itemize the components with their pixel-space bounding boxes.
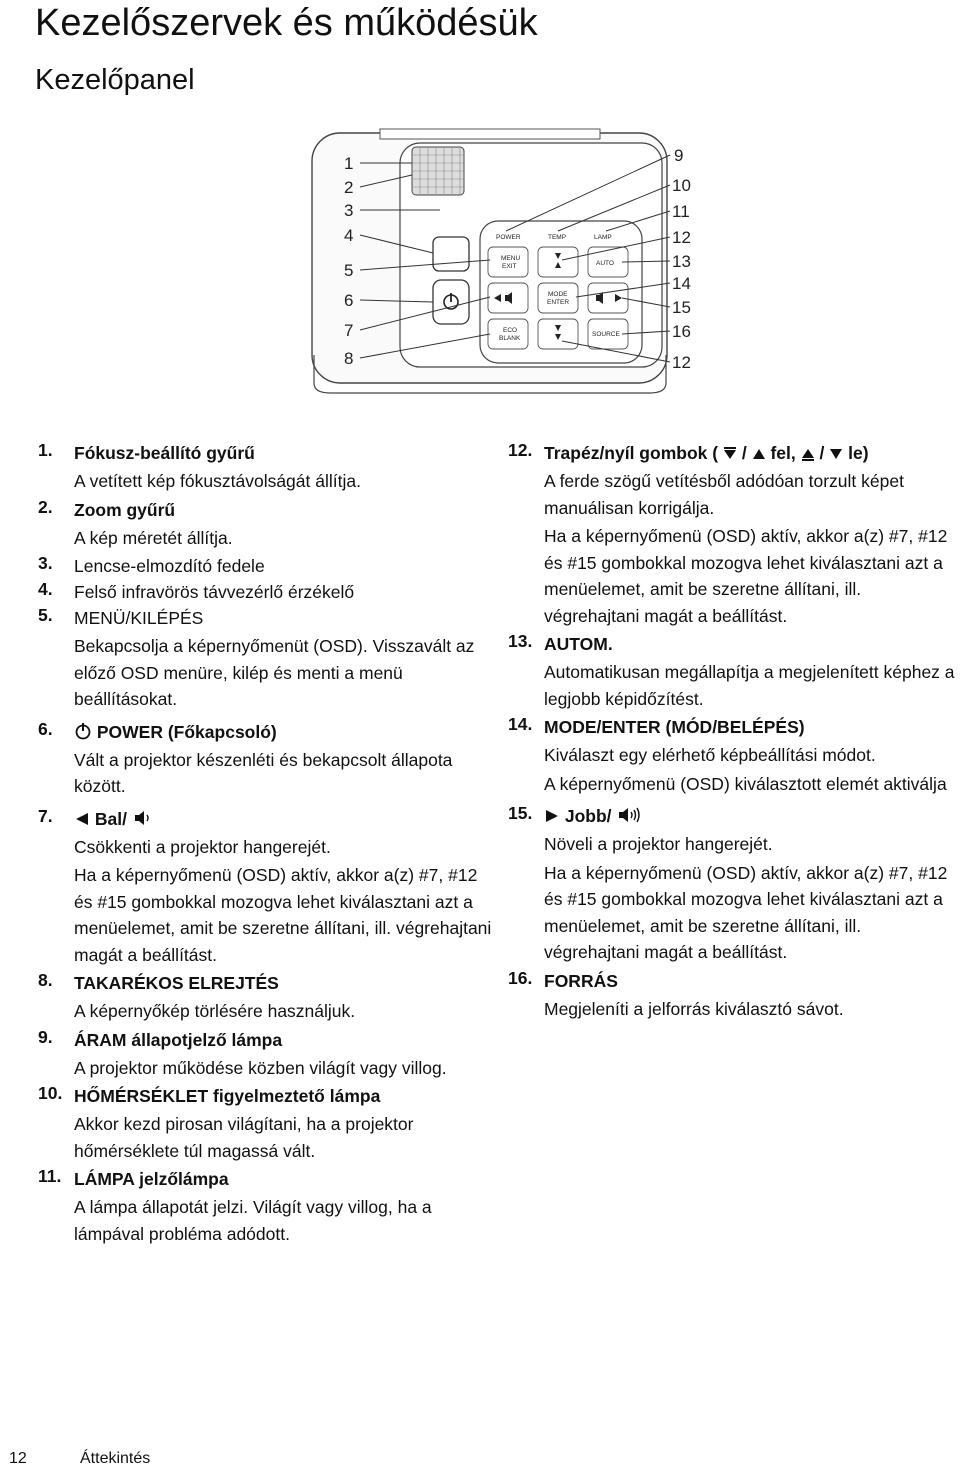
item-3: [38, 553, 493, 579]
item-desc: Ha a képernyőmenü (OSD) aktív, akkor a(z) #7, #12 és #15 gombokkal mozogva lehet kiválasztani azt a menüelemet, amit be szeretne állítani, ill. végrehajtani magát a beállítást.: [544, 862, 948, 962]
left-column: [38, 440, 493, 1249]
item-title: MODE/ENTER (MÓD/BELÉPÉS): [544, 717, 805, 737]
item-desc: Megjeleníti a jelforrás kiválasztó sávot.: [544, 998, 844, 1019]
btn-label-eco: ECO: [503, 327, 518, 334]
item-title: TAKARÉKOS ELREJTÉS: [74, 973, 279, 993]
item-12: [508, 440, 960, 629]
item-5: [38, 605, 493, 713]
callout-10: 10: [672, 176, 691, 195]
item-number: 15.: [508, 803, 533, 823]
item-number: 6.: [38, 718, 53, 739]
power-icon: [74, 722, 92, 740]
item-8: [38, 970, 493, 1025]
item-number: 16.: [508, 967, 533, 988]
item-title-part: Trapéz/nyíl gombok (: [544, 443, 719, 463]
item-desc: Akkor kezd pirosan világítani, ha a projektor hőmérséklete túl magassá vált.: [74, 1114, 414, 1161]
item-desc: Ha a képernyőmenü (OSD) aktív, akkor a(z) #7, #12 és #15 gombokkal mozogva lehet kiválasztani azt a menüelemet, amit be szeretne állítani, ill. végrehajtani magát a beállítást.: [74, 865, 492, 965]
item-number: 4.: [38, 579, 53, 599]
item-desc: A képernyőkép törlésére használjuk.: [74, 1001, 356, 1021]
callout-7: 7: [344, 321, 354, 340]
item-title: POWER (Főkapcsoló): [96, 721, 277, 742]
item-title: MENÜ/KILÉPÉS: [74, 608, 204, 628]
page-number: 12: [9, 1450, 27, 1467]
callout-13: 13: [672, 252, 691, 271]
callout-2: 2: [344, 178, 354, 197]
callout-16: 16: [672, 322, 691, 341]
item-desc: Ha a képernyőmenü (OSD) aktív, akkor a(z) #7, #12 és #15 gombokkal mozogva lehet kiválasztani azt a menüelemet, amit be szeretne állítani, ill. végrehajtani magát a beállítást.: [544, 526, 948, 626]
item-title: HŐMÉRSÉKLET figyelmeztető lámpa: [74, 1086, 381, 1106]
item-6: [38, 719, 493, 800]
btn-label-auto: AUTO: [596, 260, 614, 267]
item-title-part: fel,: [770, 443, 796, 463]
item-desc: A ferde szögű vetítésből adódóan torzult képet manuálisan korrigálja.: [544, 471, 904, 518]
item-desc: A projektor működése közben világít vagy villog.: [74, 1057, 447, 1078]
right-column: [508, 440, 960, 1024]
item-9: [38, 1027, 493, 1082]
item-number: 7.: [38, 805, 53, 826]
callout-12b: 12: [672, 353, 691, 372]
item-title-part: /: [741, 443, 747, 463]
btn-label-source: SOURCE: [592, 331, 620, 338]
volume-down-icon: [132, 809, 154, 827]
item-desc: Bekapcsolja a képernyőmenüt (OSD). Visszavált az előző OSD menüre, kilép és menti a menü beállításokat.: [74, 636, 475, 709]
item-title: FORRÁS: [544, 970, 618, 991]
callout-5: 5: [344, 261, 354, 280]
speaker-icon: [505, 295, 508, 301]
btn-label-menu: MENU: [501, 255, 521, 262]
item-title: Bal/: [94, 808, 127, 829]
item-number: 13.: [508, 631, 533, 651]
item-7: [38, 806, 493, 969]
item-2: [38, 497, 493, 552]
item-desc: Vált a projektor készenléti és bekapcsolt állapota között.: [74, 749, 453, 796]
item-4: [38, 579, 493, 605]
left-arrow-icon: [74, 811, 90, 827]
item-desc: A képernyőmenü (OSD) kiválasztott elemét aktiválja: [544, 773, 947, 794]
item-title: Jobb/: [564, 806, 612, 826]
callout-8: 8: [344, 349, 354, 368]
item-title-part: le): [848, 443, 869, 463]
item-title: Lencse-elmozdító fedele: [74, 556, 265, 576]
item-title: AUTOM.: [544, 634, 613, 654]
down-arrow-icon: [829, 447, 843, 461]
control-panel-diagram: [300, 125, 720, 395]
item-title: Fókusz-beállító gyűrű: [74, 443, 255, 463]
btn-label-blank: BLANK: [499, 335, 521, 342]
item-desc: Automatikusan megállapítja a megjelenített képhez a legjobb képidőzítést.: [544, 662, 955, 709]
section-subtitle: Kezelőpanel: [35, 64, 195, 96]
item-number: 2.: [38, 496, 53, 517]
led-label-power: POWER: [496, 234, 521, 241]
callout-9: 9: [674, 146, 684, 165]
item-number: 14.: [508, 714, 533, 734]
keystone-down-icon: [801, 447, 815, 461]
item-title: ÁRAM állapotjelző lámpa: [74, 1029, 283, 1050]
item-number: 8.: [38, 970, 53, 990]
led-label-lamp: LAMP: [594, 234, 612, 241]
footer-section: Áttekintés: [80, 1450, 151, 1467]
item-number: 10.: [38, 1083, 63, 1103]
callout-4: 4: [344, 226, 354, 245]
callout-12: 12: [672, 228, 691, 247]
item-title: Zoom gyűrű: [74, 499, 176, 520]
item-desc: Csökkenti a projektor hangerejét.: [74, 836, 331, 857]
callout-6: 6: [344, 291, 354, 310]
item-number: 3.: [38, 553, 53, 573]
callout-14: 14: [672, 274, 691, 293]
callout-11: 11: [672, 202, 690, 221]
item-14: [508, 714, 960, 797]
callout-1: 1: [344, 154, 354, 173]
item-10: [38, 1083, 493, 1164]
right-arrow-icon: [544, 808, 560, 824]
item-number: 1.: [38, 440, 53, 460]
item-11: [38, 1166, 493, 1247]
item-number: 5.: [38, 605, 53, 625]
callout-3: 3: [344, 201, 354, 220]
item-title: LÁMPA jelzőlámpa: [74, 1169, 229, 1189]
page-title: Kezelőszervek és működésük: [35, 2, 538, 44]
item-15: [508, 803, 960, 966]
item-desc: A vetített kép fókusztávolságát állítja.: [74, 471, 361, 491]
keystone-up-icon: [723, 447, 737, 461]
up-arrow-icon: [752, 447, 766, 461]
item-title-part: /: [819, 443, 825, 463]
item-16: [508, 968, 960, 1023]
btn-label-enter: ENTER: [547, 299, 570, 306]
item-1: [38, 440, 493, 495]
item-number: 9.: [38, 1026, 53, 1047]
volume-up-icon: [616, 806, 642, 824]
item-number: 12.: [508, 440, 533, 460]
callout-15: 15: [672, 298, 691, 317]
btn-label-exit: EXIT: [502, 263, 517, 270]
btn-label-mode: MODE: [548, 291, 568, 298]
item-number: 11.: [38, 1166, 62, 1186]
led-label-temp: TEMP: [548, 234, 567, 241]
item-title: Felső infravörös távvezérlő érzékelő: [74, 582, 355, 602]
item-13: [508, 631, 960, 712]
item-desc: Kiválaszt egy elérhető képbeállítási módot.: [544, 745, 876, 765]
item-desc: A kép méretét állítja.: [74, 527, 233, 548]
item-desc: A lámpa állapotát jelzi. Világít vagy villog, ha a lámpával probléma adódott.: [74, 1197, 432, 1244]
item-desc: Növeli a projektor hangerejét.: [544, 834, 773, 854]
